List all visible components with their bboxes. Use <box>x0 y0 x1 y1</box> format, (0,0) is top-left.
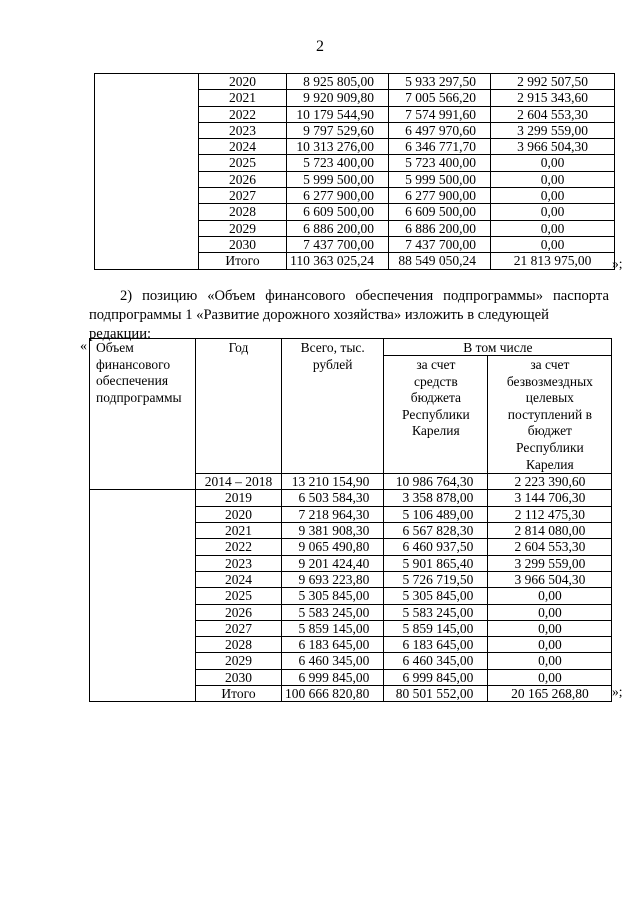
budget-cell: 6 460 345,00 <box>384 653 488 669</box>
gratuitous-cell: 2 112 475,30 <box>488 506 612 522</box>
year-cell: 2027 <box>196 620 282 636</box>
header-gratuitous-text: за счет безвозмездных целевых поступлений в бюджет Республики Карелия <box>506 357 593 472</box>
year-cell: 2024 <box>199 139 287 155</box>
budget-cell: 6 886 200,00 <box>389 220 491 236</box>
total-cell: 6 999 845,00 <box>282 669 384 685</box>
year-cell: 2014 – 2018 <box>196 474 282 490</box>
total-cell: 5 999 500,00 <box>287 171 389 187</box>
gratuitous-cell: 2 814 080,00 <box>488 523 612 539</box>
gratuitous-cell: 0,00 <box>488 669 612 685</box>
year-cell: Итого <box>199 253 287 269</box>
header-year: Год <box>196 339 282 474</box>
paragraph-word: финансового <box>265 288 346 304</box>
gratuitous-cell: 0,00 <box>491 220 615 236</box>
total-cell: 13 210 154,90 <box>282 474 384 490</box>
header-budget <box>384 356 488 474</box>
funding-table-new <box>89 338 612 702</box>
total-cell: 9 381 908,30 <box>282 523 384 539</box>
funding-table-continuation <box>94 73 615 270</box>
total-cell: 6 886 200,00 <box>287 220 389 236</box>
budget-cell: 6 346 771,70 <box>389 139 491 155</box>
budget-cell: 5 583 245,00 <box>384 604 488 620</box>
year-cell: 2028 <box>199 204 287 220</box>
budget-cell: 5 999 500,00 <box>389 171 491 187</box>
budget-cell: 5 723 400,00 <box>389 155 491 171</box>
budget-cell: 7 005 566,20 <box>389 90 491 106</box>
budget-cell: 5 859 145,00 <box>384 620 488 636</box>
year-cell: 2030 <box>196 669 282 685</box>
budget-cell: 6 609 500,00 <box>389 204 491 220</box>
gratuitous-cell: 2 915 343,60 <box>491 90 615 106</box>
header-including: В том числе <box>384 339 612 356</box>
total-cell: 7 218 964,30 <box>282 506 384 522</box>
paragraph-word: «Объем <box>207 288 256 304</box>
gratuitous-cell: 3 299 559,00 <box>488 555 612 571</box>
year-cell: 2029 <box>199 220 287 236</box>
total-cell: 9 693 223,80 <box>282 571 384 587</box>
gratuitous-cell: 0,00 <box>491 155 615 171</box>
table1-closing-quote: »; <box>612 256 623 271</box>
year-cell: 2023 <box>199 122 287 138</box>
year-cell: 2020 <box>196 506 282 522</box>
year-cell: 2020 <box>199 74 287 90</box>
year-cell: 2021 <box>199 90 287 106</box>
gratuitous-cell: 21 813 975,00 <box>491 253 615 269</box>
budget-cell: 80 501 552,00 <box>384 686 488 702</box>
blank-label-cell <box>90 490 196 702</box>
table-row <box>95 74 615 90</box>
page-number: 2 <box>316 38 324 55</box>
budget-cell: 88 549 050,24 <box>389 253 491 269</box>
budget-cell: 5 933 297,50 <box>389 74 491 90</box>
budget-cell: 3 358 878,00 <box>384 490 488 506</box>
year-cell: 2024 <box>196 571 282 587</box>
year-cell: 2022 <box>196 539 282 555</box>
blank-label-cell <box>95 74 199 270</box>
budget-cell: 5 901 865,40 <box>384 555 488 571</box>
budget-cell: 6 460 937,50 <box>384 539 488 555</box>
year-cell: 2030 <box>199 236 287 252</box>
year-cell: 2022 <box>199 106 287 122</box>
paragraph-word: паспорта <box>552 288 609 304</box>
year-cell: 2029 <box>196 653 282 669</box>
year-cell: 2026 <box>196 604 282 620</box>
year-cell: 2023 <box>196 555 282 571</box>
year-cell: 2025 <box>196 588 282 604</box>
budget-cell: 6 497 970,60 <box>389 122 491 138</box>
header-total <box>282 339 384 474</box>
total-cell: 7 437 700,00 <box>287 236 389 252</box>
total-cell: 5 305 845,00 <box>282 588 384 604</box>
total-cell: 10 313 276,00 <box>287 139 389 155</box>
funding-volume-label <box>90 339 196 490</box>
total-cell: 6 183 645,00 <box>282 637 384 653</box>
gratuitous-cell: 0,00 <box>488 620 612 636</box>
header-gratuitous <box>488 356 612 474</box>
funding-volume-label-text: Объем финансового обеспечения подпрограммы <box>96 340 182 405</box>
paragraph-word: обеспечения <box>355 288 434 304</box>
total-cell: 9 065 490,80 <box>282 539 384 555</box>
gratuitous-cell: 0,00 <box>491 188 615 204</box>
total-cell: 5 859 145,00 <box>282 620 384 636</box>
amendment-paragraph <box>89 287 609 344</box>
budget-cell: 7 574 991,60 <box>389 106 491 122</box>
table-row <box>90 490 612 506</box>
gratuitous-cell: 0,00 <box>491 204 615 220</box>
gratuitous-cell: 3 966 504,30 <box>488 571 612 587</box>
budget-cell: 5 106 489,00 <box>384 506 488 522</box>
year-cell: 2025 <box>199 155 287 171</box>
budget-cell: 6 277 900,00 <box>389 188 491 204</box>
header-budget-text: за счет средств бюджета Республики Карелия <box>402 357 470 439</box>
year-cell: 2027 <box>199 188 287 204</box>
budget-cell: 6 999 845,00 <box>384 669 488 685</box>
total-cell: 9 201 424,40 <box>282 555 384 571</box>
gratuitous-cell: 0,00 <box>488 653 612 669</box>
total-cell: 100 666 820,80 <box>282 686 384 702</box>
gratuitous-cell: 0,00 <box>488 637 612 653</box>
gratuitous-cell: 3 299 559,00 <box>491 122 615 138</box>
total-cell: 9 920 909,80 <box>287 90 389 106</box>
gratuitous-cell: 3 966 504,30 <box>491 139 615 155</box>
paragraph-word: 2) <box>120 288 133 304</box>
paragraph-line-2: подпрограммы 1 «Развитие дорожного хозяйства» изложить в следующей редакции: <box>89 307 549 342</box>
total-cell: 6 460 345,00 <box>282 653 384 669</box>
table2-closing-quote: »; <box>612 684 623 699</box>
total-cell: 5 583 245,00 <box>282 604 384 620</box>
gratuitous-cell: 0,00 <box>491 236 615 252</box>
budget-cell: 5 305 845,00 <box>384 588 488 604</box>
total-cell: 110 363 025,24 <box>287 253 389 269</box>
budget-cell: 7 437 700,00 <box>389 236 491 252</box>
total-cell: 5 723 400,00 <box>287 155 389 171</box>
total-cell: 6 277 900,00 <box>287 188 389 204</box>
total-cell: 6 503 584,30 <box>282 490 384 506</box>
gratuitous-cell: 2 604 553,30 <box>491 106 615 122</box>
paragraph-line-1 <box>89 287 609 306</box>
year-cell: 2028 <box>196 637 282 653</box>
gratuitous-cell: 0,00 <box>488 588 612 604</box>
gratuitous-cell: 2 223 390,60 <box>488 474 612 490</box>
budget-cell: 6 183 645,00 <box>384 637 488 653</box>
gratuitous-cell: 2 604 553,30 <box>488 539 612 555</box>
gratuitous-cell: 20 165 268,80 <box>488 686 612 702</box>
year-cell: 2019 <box>196 490 282 506</box>
budget-cell: 5 726 719,50 <box>384 571 488 587</box>
total-cell: 9 797 529,60 <box>287 122 389 138</box>
gratuitous-cell: 3 144 706,30 <box>488 490 612 506</box>
header-total-text: Всего, тыс. рублей <box>300 340 365 372</box>
budget-cell: 10 986 764,30 <box>384 474 488 490</box>
gratuitous-cell: 2 992 507,50 <box>491 74 615 90</box>
gratuitous-cell: 0,00 <box>488 604 612 620</box>
year-cell: 2021 <box>196 523 282 539</box>
year-cell: Итого <box>196 686 282 702</box>
table2-opening-quote: « <box>80 339 87 354</box>
total-cell: 8 925 805,00 <box>287 74 389 90</box>
gratuitous-cell: 0,00 <box>491 171 615 187</box>
budget-cell: 6 567 828,30 <box>384 523 488 539</box>
total-cell: 6 609 500,00 <box>287 204 389 220</box>
year-cell: 2026 <box>199 171 287 187</box>
total-cell: 10 179 544,90 <box>287 106 389 122</box>
paragraph-word: позицию <box>142 288 198 304</box>
paragraph-word: подпрограммы» <box>443 288 544 304</box>
